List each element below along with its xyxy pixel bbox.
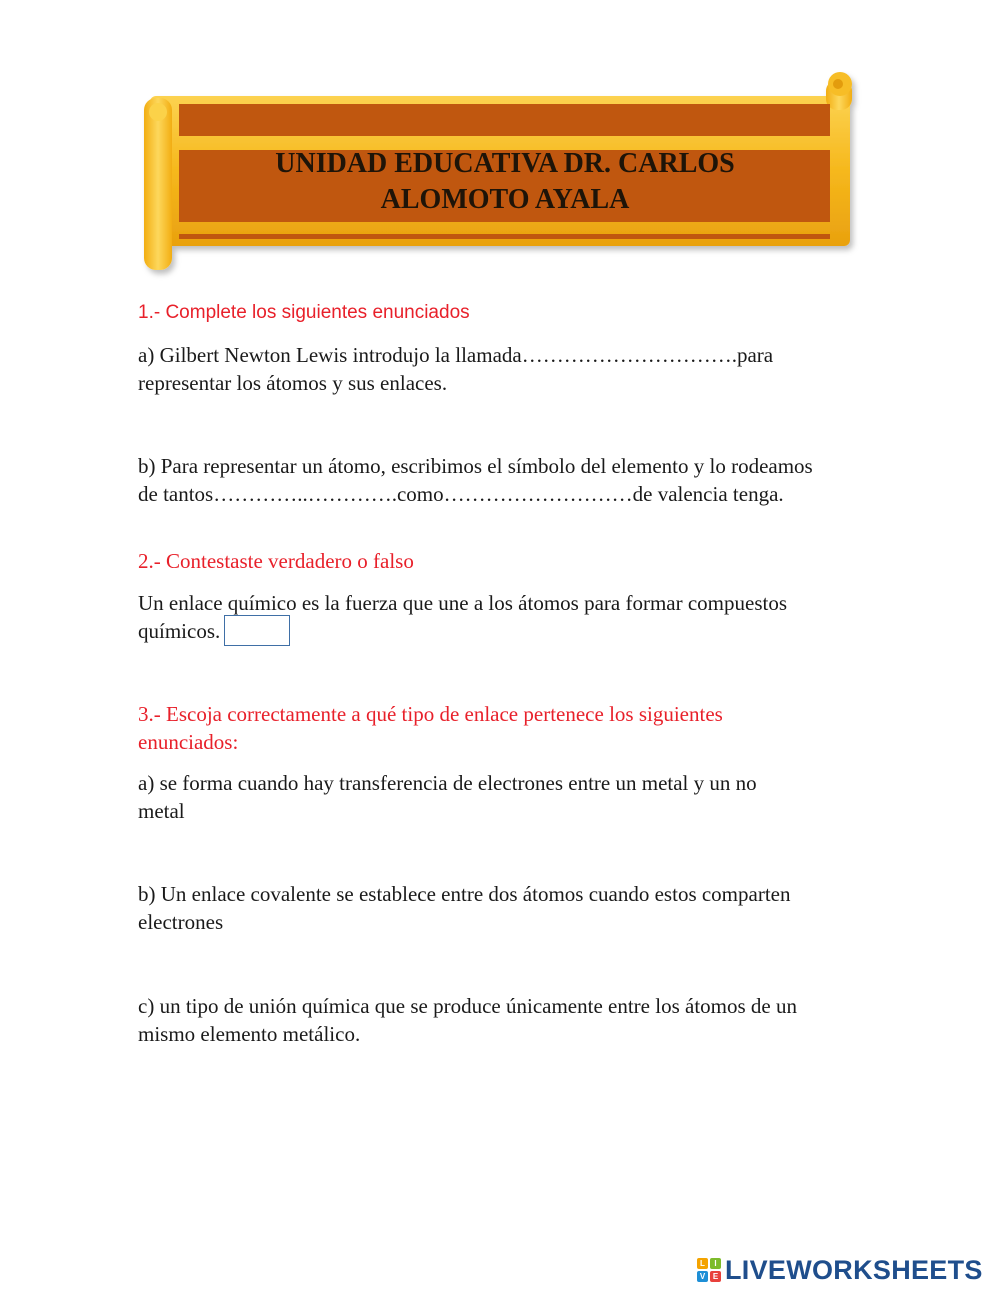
logo-letter-i: I (710, 1258, 721, 1269)
section1-item-b-line2: de tantos…………..………….como………………………de valencia tenga. (138, 482, 784, 506)
section2-statement-line2-text: químicos. (138, 619, 221, 643)
liveworksheets-logo[interactable] (697, 1255, 983, 1285)
section3-item-a-line1: a) se forma cuando hay transferencia de electrones entre un metal y un no (138, 771, 757, 795)
section1-item-b-line1: b) Para representar un átomo, escribimos el símbolo del elemento y lo rodeamos (138, 454, 813, 478)
section1-item-a (138, 341, 878, 397)
scroll-graphic (0, 0, 1000, 290)
section3-heading (138, 700, 878, 756)
section1-item-a-line1: a) Gilbert Newton Lewis introdujo la llamada………………………….para (138, 343, 774, 367)
section1-heading: 1.- Complete los siguientes enunciados (138, 302, 470, 323)
section1-item-a-line2: representar los átomos y sus enlaces. (138, 371, 448, 395)
section2-statement (138, 589, 878, 646)
true-false-answer-box[interactable] (224, 615, 290, 646)
section2-statement-line1: Un enlace químico es la fuerza que une a los átomos para formar compuestos (138, 591, 788, 615)
logo-letter-l: L (697, 1258, 708, 1269)
logo-letter-e: E (710, 1271, 721, 1282)
section2-heading: 2.- Contestaste verdadero o falso (138, 549, 414, 573)
section1-item-b (138, 452, 878, 508)
logo-letter-v: V (697, 1271, 708, 1282)
section3-item-a-line2: metal (138, 799, 185, 823)
section3-heading-line1: 3.- Escoja correctamente a qué tipo de enlace pertenece los siguientes (138, 702, 723, 726)
section3-item-b (138, 880, 878, 936)
section2-statement-line2 (138, 617, 878, 646)
section3-item-c-line2: mismo elemento metálico. (138, 1022, 361, 1046)
liveworksheets-wordmark: LIVEWORKSHEETS (725, 1254, 983, 1285)
school-title (180, 146, 830, 218)
section3-item-c-line1: c) un tipo de unión química que se produce únicamente entre los átomos de un (138, 994, 797, 1018)
section3-heading-line2: enunciados: (138, 730, 239, 754)
section3-item-b-line2: electrones (138, 910, 224, 934)
scroll-banner (0, 0, 1000, 290)
section3-item-a (138, 769, 878, 825)
school-title-line2: ALOMOTO AYALA (380, 184, 630, 215)
liveworksheets-logo-icon (697, 1258, 721, 1282)
section3-item-c (138, 992, 878, 1048)
school-title-line1: UNIDAD EDUCATIVA DR. CARLOS (275, 148, 735, 179)
section3-item-b-line1: b) Un enlace covalente se establece entre dos átomos cuando estos comparten (138, 882, 791, 906)
